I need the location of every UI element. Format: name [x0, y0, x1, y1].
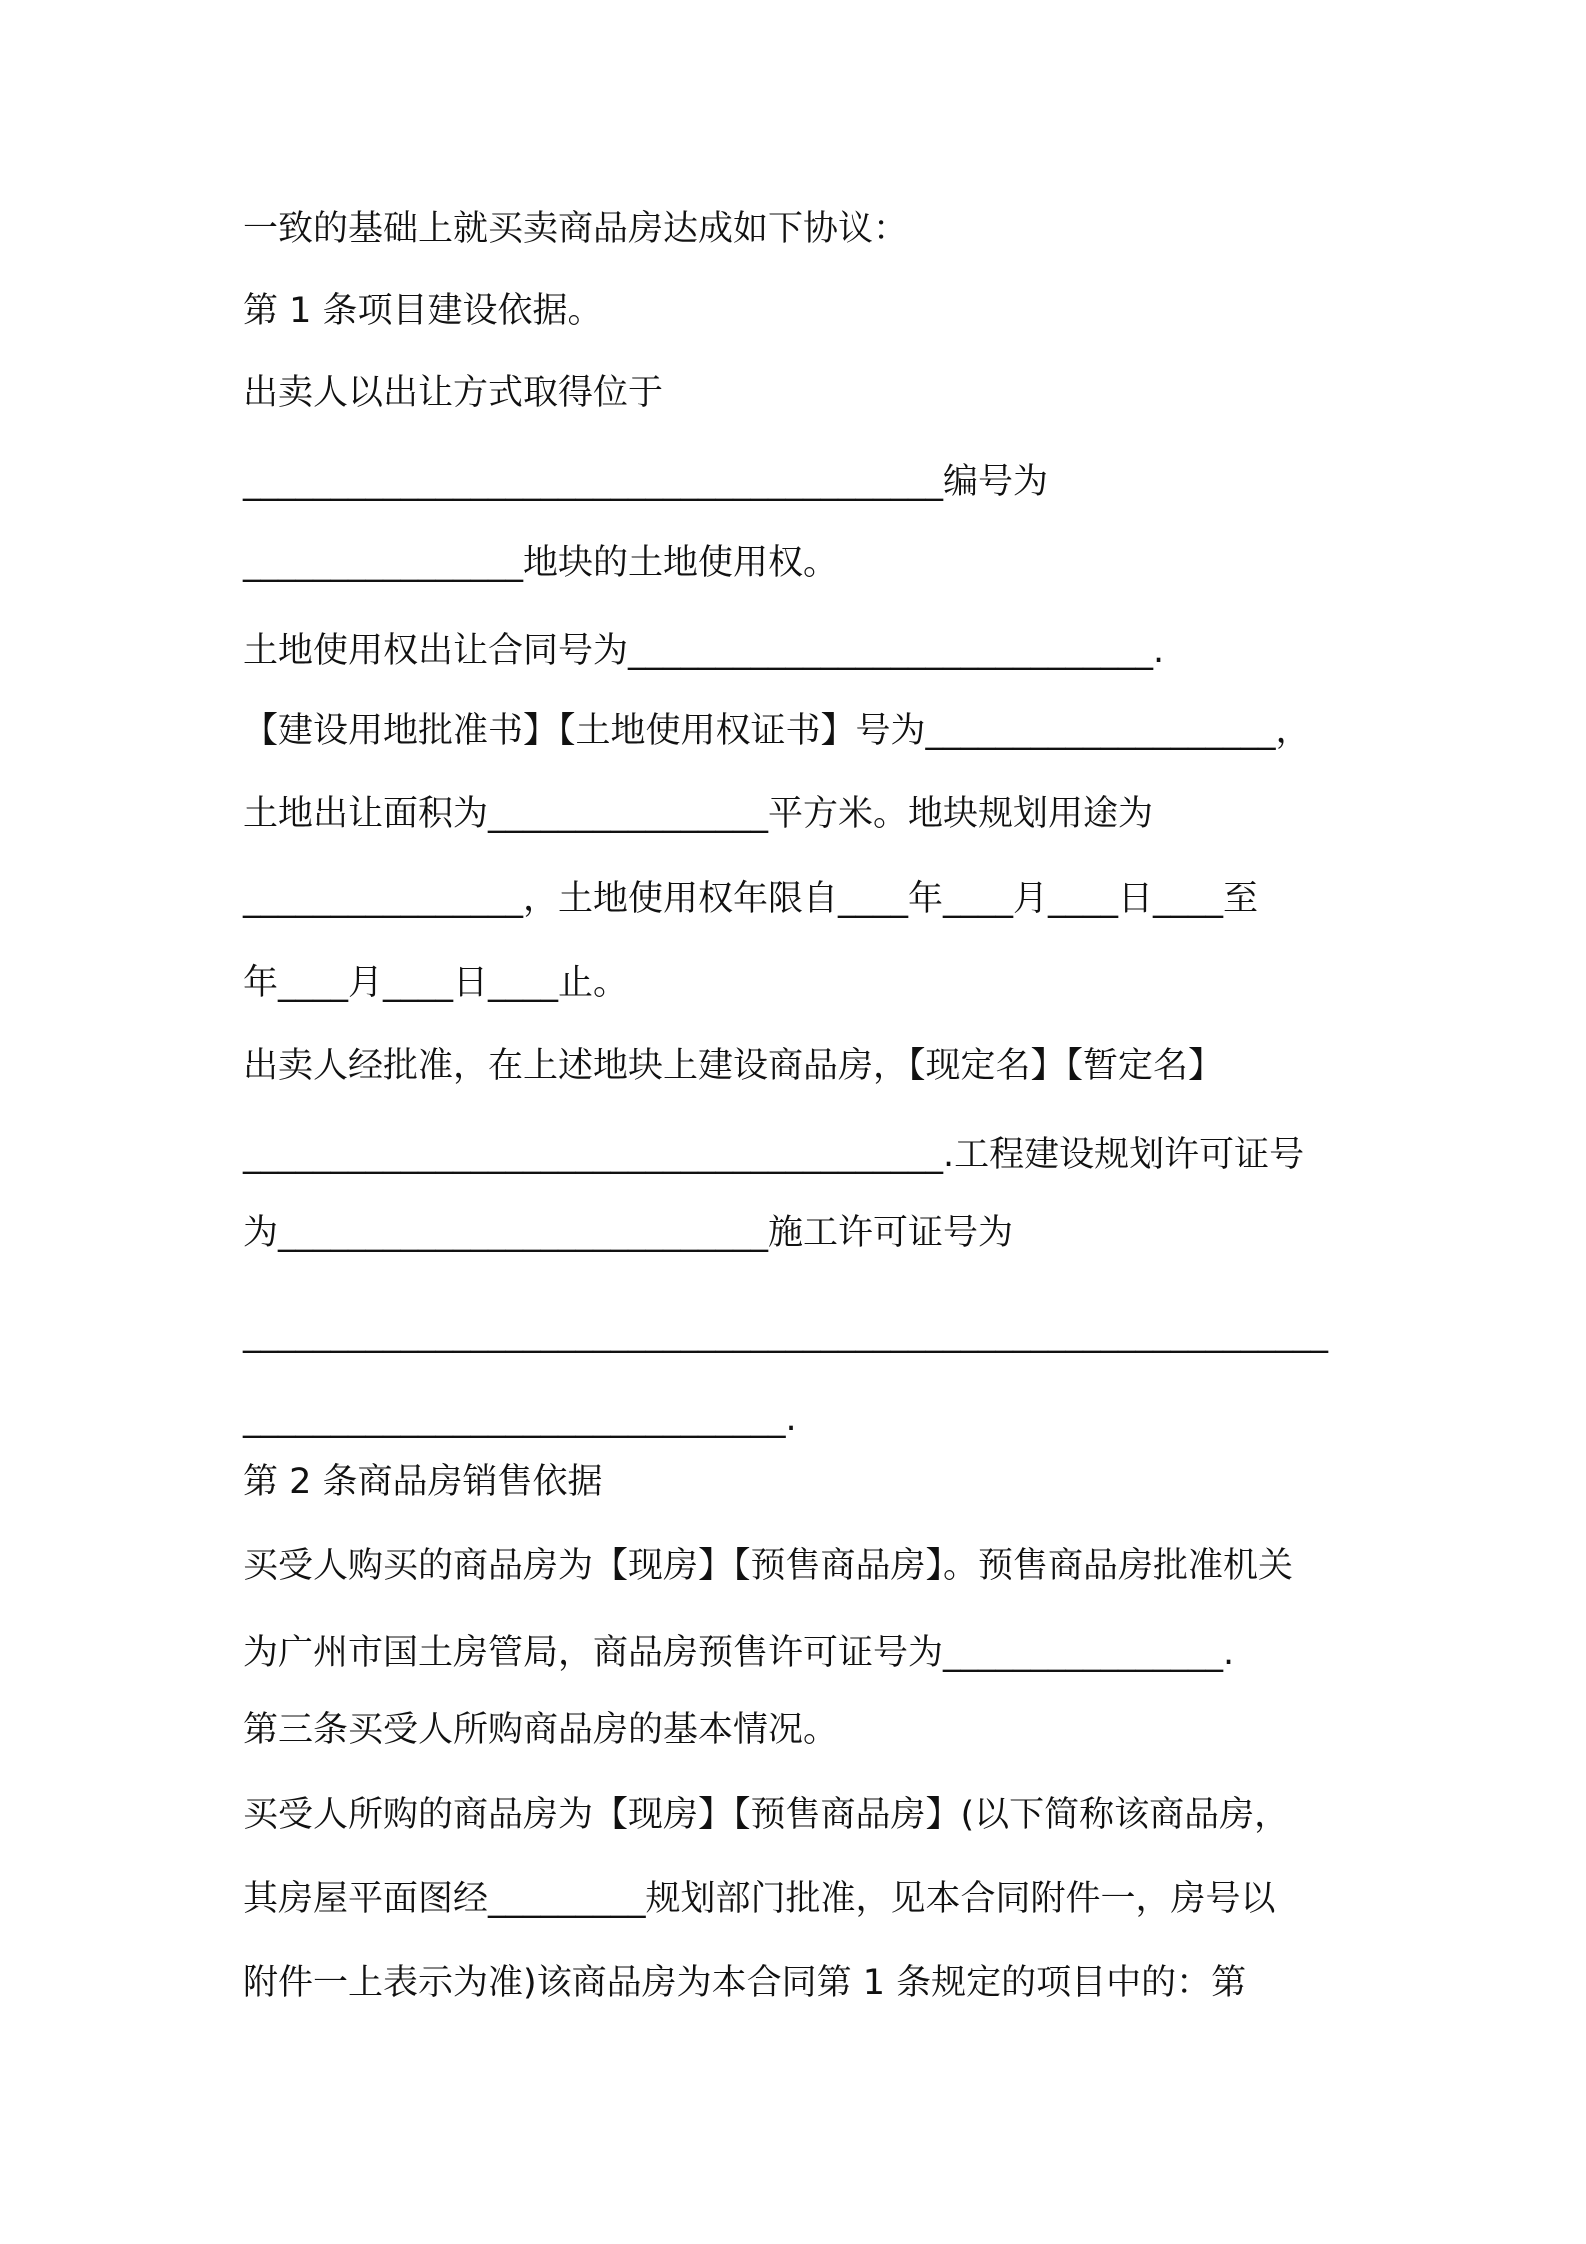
text-line-land-area: 土地出让面积为________________平方米。地块规划用途为: [243, 794, 1154, 834]
text-line-planning-permit: ________________________________________.工程建设规划许可证号: [243, 1135, 1305, 1175]
text-line-land-acquisition: 出卖人以出让方式取得位于: [243, 373, 664, 413]
text-line-land-use-term-end: 年____月____日____止。: [243, 963, 629, 1003]
text-line-article-1-heading: 第 1 条项目建设依据。: [243, 291, 603, 331]
text-line-house-description: 买受人所购的商品房为【现房】【预售商品房】(以下简称该商品房，: [243, 1795, 1290, 1835]
text-line-project-reference: 附件一上表示为准)该商品房为本合同第 1 条规定的项目中的：第: [243, 1963, 1247, 2003]
text-line-blank-end: _______________________________.: [243, 1399, 797, 1439]
text-line-blank-full: ______________________________________________________________: [243, 1314, 1328, 1354]
text-line-floor-plan-approval: 其房屋平面图经_________规划部门批准，见本合同附件一，房号以: [243, 1879, 1276, 1919]
text-line-building-approval: 出卖人经批准，在上述地块上建设商品房，【现定名】【暂定名】: [243, 1046, 1224, 1086]
text-line-house-type: 买受人购买的商品房为【现房】【预售商品房】。预售商品房批准机关: [243, 1546, 1294, 1586]
text-line-article-2-heading: 第 2 条商品房销售依据: [243, 1462, 603, 1502]
text-line-transfer-contract-no: 土地使用权出让合同号为______________________________.: [243, 631, 1165, 671]
text-line-land-location-blank: ________________________________________编号为: [243, 462, 1049, 502]
text-line-article-3-heading: 第三条买受人所购商品房的基本情况。: [243, 1710, 839, 1750]
text-line-land-use-term-start: ________________，土地使用权年限自____年____月____日____至: [243, 879, 1259, 919]
text-line-agreement-intro: 一致的基础上就买卖商品房达成如下协议：: [243, 209, 909, 249]
text-line-construction-permit: 为____________________________施工许可证号为: [243, 1213, 1014, 1253]
text-line-presale-permit: 为广州市国土房管局，商品房预售许可证号为________________.: [243, 1633, 1235, 1673]
text-line-land-certificate-no: 【建设用地批准书】【土地使用权证书】号为____________________，: [243, 711, 1311, 751]
text-line-land-parcel-blank: ________________地块的土地使用权。: [243, 543, 839, 583]
